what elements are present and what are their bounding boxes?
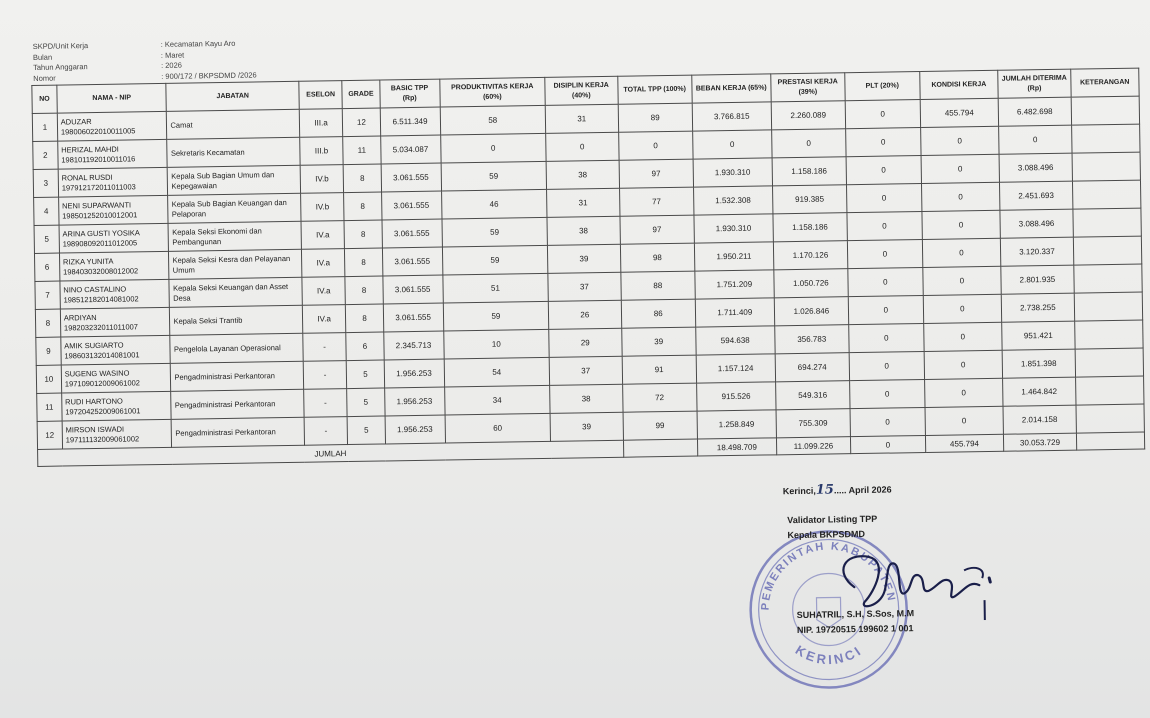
- row-no: 1: [32, 113, 57, 141]
- meta-label: Nomor: [33, 73, 56, 83]
- row-keterangan: [1073, 264, 1142, 293]
- row-disiplin: 38: [550, 384, 623, 413]
- employee-name: NENI SUPARWANTI: [61, 199, 132, 211]
- row-plt: 0: [849, 324, 924, 353]
- row-grade: 11: [343, 136, 381, 165]
- row-no: 3: [33, 169, 58, 197]
- row-jumlah: 951.421: [1002, 321, 1075, 350]
- row-plt: 0: [847, 184, 922, 213]
- row-jumlah: 1.851.398: [1002, 349, 1075, 378]
- meta-value: : 2026: [160, 60, 182, 70]
- row-no: 12: [37, 421, 62, 449]
- meta-value: : Kecamatan Kayu Aro: [160, 38, 236, 49]
- total-keterangan: [1076, 432, 1145, 450]
- row-jabatan: Camat: [167, 109, 300, 139]
- row-plt: 0: [848, 296, 923, 325]
- col-header-beban-kerja: BEBAN KERJA (65%): [692, 74, 771, 103]
- row-beban-kerja: 1.950.211: [694, 242, 773, 271]
- row-basic-tpp: 5.034.087: [380, 135, 440, 164]
- row-beban-kerja: 1.930.310: [693, 158, 772, 187]
- row-basic-tpp: 1.956.253: [384, 387, 444, 416]
- table-body: [32, 96, 1144, 449]
- row-nama-nip: [62, 419, 172, 449]
- row-jumlah: 2.014.158: [1003, 405, 1076, 434]
- row-no: 5: [34, 225, 59, 253]
- col-header-keterangan: KETERANGAN: [1070, 68, 1139, 97]
- row-keterangan: [1073, 208, 1142, 237]
- row-total-tpp: 39: [621, 327, 696, 356]
- employee-nip: 198908092011012005: [62, 237, 138, 249]
- row-kondisi-kerja: 0: [921, 182, 1000, 211]
- row-jumlah: 0: [999, 125, 1072, 154]
- row-plt: 0: [850, 407, 925, 436]
- col-header-jabatan: JABATAN: [166, 81, 299, 111]
- row-eselon: -: [303, 333, 347, 362]
- row-produktivitas: 58: [440, 105, 546, 135]
- row-total-tpp: 77: [619, 187, 694, 216]
- tpp-table: [31, 68, 1145, 467]
- row-no: 11: [37, 393, 62, 421]
- row-grade: 5: [347, 416, 385, 445]
- employee-name: SUGENG WASINO: [64, 367, 130, 379]
- row-no: 2: [33, 141, 58, 169]
- row-produktivitas: 0: [440, 133, 546, 163]
- col-header-grade: GRADE: [342, 80, 380, 109]
- row-nama-nip: [62, 391, 172, 421]
- row-produktivitas: 59: [443, 301, 549, 331]
- meta-label: SKPD/Unit Kerja: [32, 41, 89, 51]
- validator-line-2: Kepala BKPSDMD: [787, 528, 866, 541]
- meta-label: Bulan: [32, 52, 53, 62]
- row-total-tpp: 99: [623, 411, 698, 440]
- row-jabatan: Kepala Seksi Ekonomi dan Pembangunan: [169, 221, 302, 251]
- employee-nip: 198512182014081002: [63, 293, 139, 305]
- row-kondisi-kerja: 0: [924, 350, 1003, 379]
- row-disiplin: 38: [546, 160, 619, 189]
- employee-name: MIRSON ISWADI: [65, 424, 125, 434]
- row-grade: 8: [343, 164, 381, 193]
- col-header-no: NO: [32, 85, 57, 113]
- row-eselon: IV.b: [300, 165, 344, 194]
- row-no: 4: [34, 197, 59, 225]
- row-total-tpp: 97: [619, 215, 694, 244]
- row-nama-nip: [60, 279, 170, 309]
- row-jumlah: 3.088.496: [999, 153, 1072, 182]
- row-produktivitas: 59: [442, 217, 548, 247]
- row-total-tpp: 89: [618, 103, 693, 132]
- row-prestasi-kerja: 1.170.126: [773, 241, 848, 270]
- row-jumlah: 6.482.698: [998, 97, 1071, 126]
- row-nama-nip: [58, 167, 168, 197]
- row-jumlah: 2.801.935: [1001, 265, 1074, 294]
- document-meta: [33, 38, 257, 84]
- row-kondisi-kerja: 455.794: [920, 98, 999, 127]
- row-eselon: IV.a: [301, 221, 345, 250]
- total-label: JUMLAH: [38, 440, 624, 466]
- row-prestasi-kerja: 755.309: [776, 409, 851, 438]
- place-date-suffix: ..... April 2026: [833, 484, 892, 496]
- row-basic-tpp: 3.061.555: [381, 163, 441, 192]
- employee-name: ARDIYAN: [63, 312, 97, 323]
- col-header-prestasi-kerja: PRESTASI KERJA (39%): [770, 73, 845, 102]
- row-jabatan: Kepala Sub Bagian Umum dan Kepegawaian: [168, 165, 301, 195]
- row-eselon: III.a: [299, 109, 343, 138]
- row-keterangan: [1072, 180, 1141, 209]
- row-keterangan: [1076, 404, 1145, 433]
- row-jabatan: Kepala Seksi Trantib: [170, 305, 303, 335]
- row-no: 9: [36, 337, 61, 365]
- stamp-text-bottom: KERINCI: [792, 642, 866, 668]
- row-disiplin: 26: [548, 300, 621, 329]
- row-produktivitas: 59: [442, 245, 548, 275]
- total-beban: 18.498.709: [697, 438, 776, 456]
- row-no: 6: [34, 253, 59, 281]
- row-beban-kerja: 0: [693, 130, 772, 159]
- row-beban-kerja: 594.638: [696, 326, 775, 355]
- row-total-tpp: 97: [619, 159, 694, 188]
- employee-name: NINO CASTALINO: [63, 284, 127, 295]
- row-kondisi-kerja: 0: [920, 126, 999, 155]
- col-header-produktivitas: PRODUKTIVITAS KERJA (60%): [439, 77, 545, 107]
- row-prestasi-kerja: 1.158.186: [773, 213, 848, 242]
- row-eselon: IV.a: [301, 249, 345, 278]
- row-grade: 8: [346, 304, 384, 333]
- row-grade: 8: [345, 276, 383, 305]
- employee-nip: 198603132014081001: [64, 349, 140, 361]
- row-plt: 0: [849, 352, 924, 381]
- row-jabatan: Pengadministrasi Perkantoran: [172, 417, 305, 447]
- meta-value: : Maret: [160, 50, 185, 60]
- total-prestasi: 11.099.226: [776, 437, 851, 455]
- employee-nip: 197204252009061001: [65, 405, 141, 416]
- employee-name: RIZKA YUNITA: [62, 256, 114, 267]
- row-produktivitas: 10: [443, 329, 549, 359]
- row-kondisi-kerja: 0: [924, 378, 1003, 407]
- row-jumlah: 3.120.337: [1001, 237, 1074, 266]
- employee-nip: 198101192010011016: [61, 153, 136, 165]
- row-keterangan: [1075, 376, 1144, 405]
- row-disiplin: 29: [549, 328, 622, 357]
- place-date-prefix: Kerinci,: [782, 485, 816, 497]
- row-grade: 8: [344, 220, 382, 249]
- row-jabatan: Kepala Seksi Keuangan dan Asset Desa: [169, 277, 302, 307]
- document-content: [30, 0, 1150, 718]
- row-total-tpp: 0: [618, 131, 693, 160]
- row-beban-kerja: 1.157.124: [696, 354, 775, 383]
- row-plt: 0: [850, 380, 925, 409]
- row-basic-tpp: 3.061.555: [382, 219, 442, 248]
- row-jabatan: Kepala Sub Bagian Keuangan dan Pelaporan: [168, 193, 301, 223]
- employee-name: ARINA GUSTI YOSIKA: [62, 227, 140, 239]
- row-beban-kerja: 1.751.209: [695, 270, 774, 299]
- row-prestasi-kerja: 549.316: [775, 381, 850, 410]
- row-prestasi-kerja: 2.260.089: [771, 101, 846, 130]
- row-plt: 0: [847, 212, 922, 241]
- place-date: [783, 482, 892, 499]
- row-produktivitas: 34: [444, 385, 550, 415]
- row-prestasi-kerja: 0: [771, 129, 846, 158]
- employee-nip: 197912172011011003: [61, 181, 136, 193]
- validator-line-1: Validator Listing TPP: [787, 513, 878, 526]
- employee-name: HERIZAL MAHDI: [61, 144, 119, 155]
- row-total-tpp: 98: [620, 243, 695, 272]
- row-produktivitas: 59: [441, 161, 547, 191]
- row-prestasi-kerja: 919.385: [772, 185, 847, 214]
- row-beban-kerja: 915.526: [697, 382, 776, 411]
- signer-info: [797, 605, 977, 638]
- row-jumlah: 2.738.255: [1001, 293, 1074, 322]
- meta-label: Tahun Anggaran: [32, 62, 88, 72]
- row-grade: 8: [345, 248, 383, 277]
- col-header-basic-tpp: BASIC TPP (Rp): [379, 79, 439, 108]
- col-header-jumlah: JUMLAH DITERIMA (Rp): [998, 69, 1071, 98]
- row-jabatan: Pengelola Layanan Operasional: [170, 333, 303, 363]
- stamp-text-top: PEMERINTAH KABUPATEN: [759, 540, 898, 611]
- employee-name: AMIK SUGIARTO: [64, 340, 124, 351]
- col-header-eselon: ESELON: [299, 81, 343, 110]
- row-basic-tpp: 3.061.555: [381, 191, 441, 220]
- row-prestasi-kerja: 1.158.186: [772, 157, 847, 186]
- row-nama-nip: [61, 335, 171, 365]
- row-prestasi-kerja: 356.783: [774, 325, 849, 354]
- row-no: 7: [35, 281, 60, 309]
- signer-nip: NIP. 19720515 199602 1 001: [796, 623, 914, 636]
- row-jabatan: Sekretaris Kecamatan: [167, 137, 300, 167]
- row-disiplin: 31: [547, 188, 620, 217]
- row-jumlah: 1.464.842: [1003, 377, 1076, 406]
- col-header-total-tpp: TOTAL TPP (100%): [617, 75, 692, 104]
- row-jabatan: Pengadministrasi Perkantoran: [171, 361, 304, 391]
- row-kondisi-kerja: 0: [922, 266, 1001, 295]
- row-beban-kerja: 1.711.409: [695, 298, 774, 327]
- col-header-kondisi-kerja: KONDISI KERJA: [919, 70, 998, 99]
- row-disiplin: 31: [545, 104, 618, 133]
- row-plt: 0: [848, 268, 923, 297]
- place-date-day: 15: [815, 482, 835, 498]
- row-keterangan: [1074, 292, 1143, 321]
- row-basic-tpp: 3.061.555: [383, 303, 443, 332]
- row-grade: 6: [346, 332, 384, 361]
- row-total-tpp: 86: [621, 299, 696, 328]
- col-header-disiplin: DISIPLIN KERJA (40%): [545, 76, 618, 105]
- row-plt: 0: [847, 240, 922, 269]
- row-kondisi-kerja: 0: [925, 406, 1004, 435]
- row-eselon: -: [303, 361, 347, 390]
- employee-nip: 197111132009061002: [65, 433, 140, 444]
- row-plt: 0: [846, 156, 921, 185]
- employee-name: RONAL RUSDI: [61, 172, 113, 183]
- row-produktivitas: 51: [442, 273, 548, 303]
- row-nama-nip: [60, 307, 170, 337]
- col-header-plt: PLT (20%): [845, 72, 920, 101]
- row-beban-kerja: 3.766.815: [692, 102, 771, 131]
- row-eselon: -: [304, 389, 348, 418]
- row-disiplin: 0: [546, 132, 619, 161]
- row-disiplin: 39: [550, 412, 623, 441]
- row-jabatan: Pengadministrasi Perkantoran: [171, 389, 304, 419]
- employee-name: ADUZAR: [60, 116, 92, 127]
- row-keterangan: [1071, 96, 1140, 125]
- row-beban-kerja: 1.930.310: [694, 214, 773, 243]
- row-keterangan: [1072, 152, 1141, 181]
- row-plt: 0: [845, 100, 920, 129]
- total-kondisi: 455.794: [925, 434, 1004, 452]
- meta-value: : 900/172 / BKPSDMD /2026: [161, 69, 257, 81]
- row-total-tpp: 91: [622, 355, 697, 384]
- row-jabatan: Kepala Seksi Kesra dan Pelayanan Umum: [169, 249, 302, 279]
- row-keterangan: [1073, 236, 1142, 265]
- employee-nip: 198403032008012002: [63, 265, 139, 277]
- row-produktivitas: 54: [444, 357, 550, 387]
- row-grade: 5: [347, 388, 385, 417]
- row-kondisi-kerja: 0: [922, 210, 1001, 239]
- row-nama-nip: [57, 111, 167, 141]
- row-prestasi-kerja: 1.050.726: [773, 269, 848, 298]
- row-nama-nip: [61, 363, 171, 393]
- row-keterangan: [1074, 320, 1143, 349]
- employee-nip: 198501252010012001: [62, 209, 138, 221]
- row-eselon: IV.a: [302, 277, 346, 306]
- employee-nip: 197109012009061002: [64, 377, 141, 388]
- row-basic-tpp: 6.511.349: [380, 107, 440, 136]
- row-beban-kerja: 1.258.849: [697, 410, 776, 439]
- row-basic-tpp: 3.061.555: [382, 275, 442, 304]
- employee-nip: 198006022010011005: [60, 125, 136, 137]
- employee-name: RUDI HARTONO: [65, 396, 123, 406]
- row-nama-nip: [58, 139, 168, 169]
- signature-block: [759, 482, 915, 668]
- row-kondisi-kerja: 0: [923, 322, 1002, 351]
- row-grade: 5: [347, 360, 385, 389]
- row-nama-nip: [58, 195, 168, 225]
- row-basic-tpp: 1.956.253: [385, 415, 445, 444]
- col-header-nama-nip: NAMA - NIP: [57, 83, 167, 113]
- row-disiplin: 37: [549, 356, 622, 385]
- row-grade: 12: [343, 108, 381, 137]
- total-plt: 0: [851, 435, 926, 453]
- row-prestasi-kerja: 694.274: [775, 353, 850, 382]
- row-prestasi-kerja: 1.026.846: [774, 297, 849, 326]
- row-total-tpp: 88: [620, 271, 695, 300]
- row-keterangan: [1075, 348, 1144, 377]
- signer-name: SUHATRIL, S.H, S.Sos, M.M: [796, 608, 915, 621]
- row-disiplin: 37: [548, 272, 621, 301]
- row-kondisi-kerja: 0: [922, 238, 1001, 267]
- row-eselon: -: [304, 417, 348, 446]
- employee-nip: 198203232011011007: [63, 321, 139, 333]
- row-nama-nip: [59, 251, 169, 281]
- row-plt: 0: [846, 128, 921, 157]
- row-kondisi-kerja: 0: [921, 154, 1000, 183]
- row-beban-kerja: 1.532.308: [694, 186, 773, 215]
- row-produktivitas: 46: [441, 189, 547, 219]
- row-basic-tpp: 1.956.253: [384, 359, 444, 388]
- row-basic-tpp: 3.061.555: [382, 247, 442, 276]
- row-no: 10: [36, 365, 61, 393]
- row-grade: 8: [344, 192, 382, 221]
- row-disiplin: 39: [548, 244, 621, 273]
- total-jumlah: 30.053.729: [1004, 433, 1077, 451]
- row-eselon: III.b: [300, 137, 344, 166]
- row-basic-tpp: 2.345.713: [383, 331, 443, 360]
- row-total-tpp: 72: [622, 383, 697, 412]
- total-empty: [623, 439, 698, 457]
- row-keterangan: [1071, 124, 1140, 153]
- row-jumlah: 2.451.693: [1000, 181, 1073, 210]
- row-nama-nip: [59, 223, 169, 253]
- row-kondisi-kerja: 0: [923, 294, 1002, 323]
- row-jumlah: 3.088.496: [1000, 209, 1073, 238]
- row-disiplin: 38: [547, 216, 620, 245]
- row-eselon: IV.b: [300, 193, 344, 222]
- row-no: 8: [35, 309, 60, 337]
- row-eselon: IV.a: [302, 305, 346, 334]
- row-produktivitas: 60: [445, 413, 551, 443]
